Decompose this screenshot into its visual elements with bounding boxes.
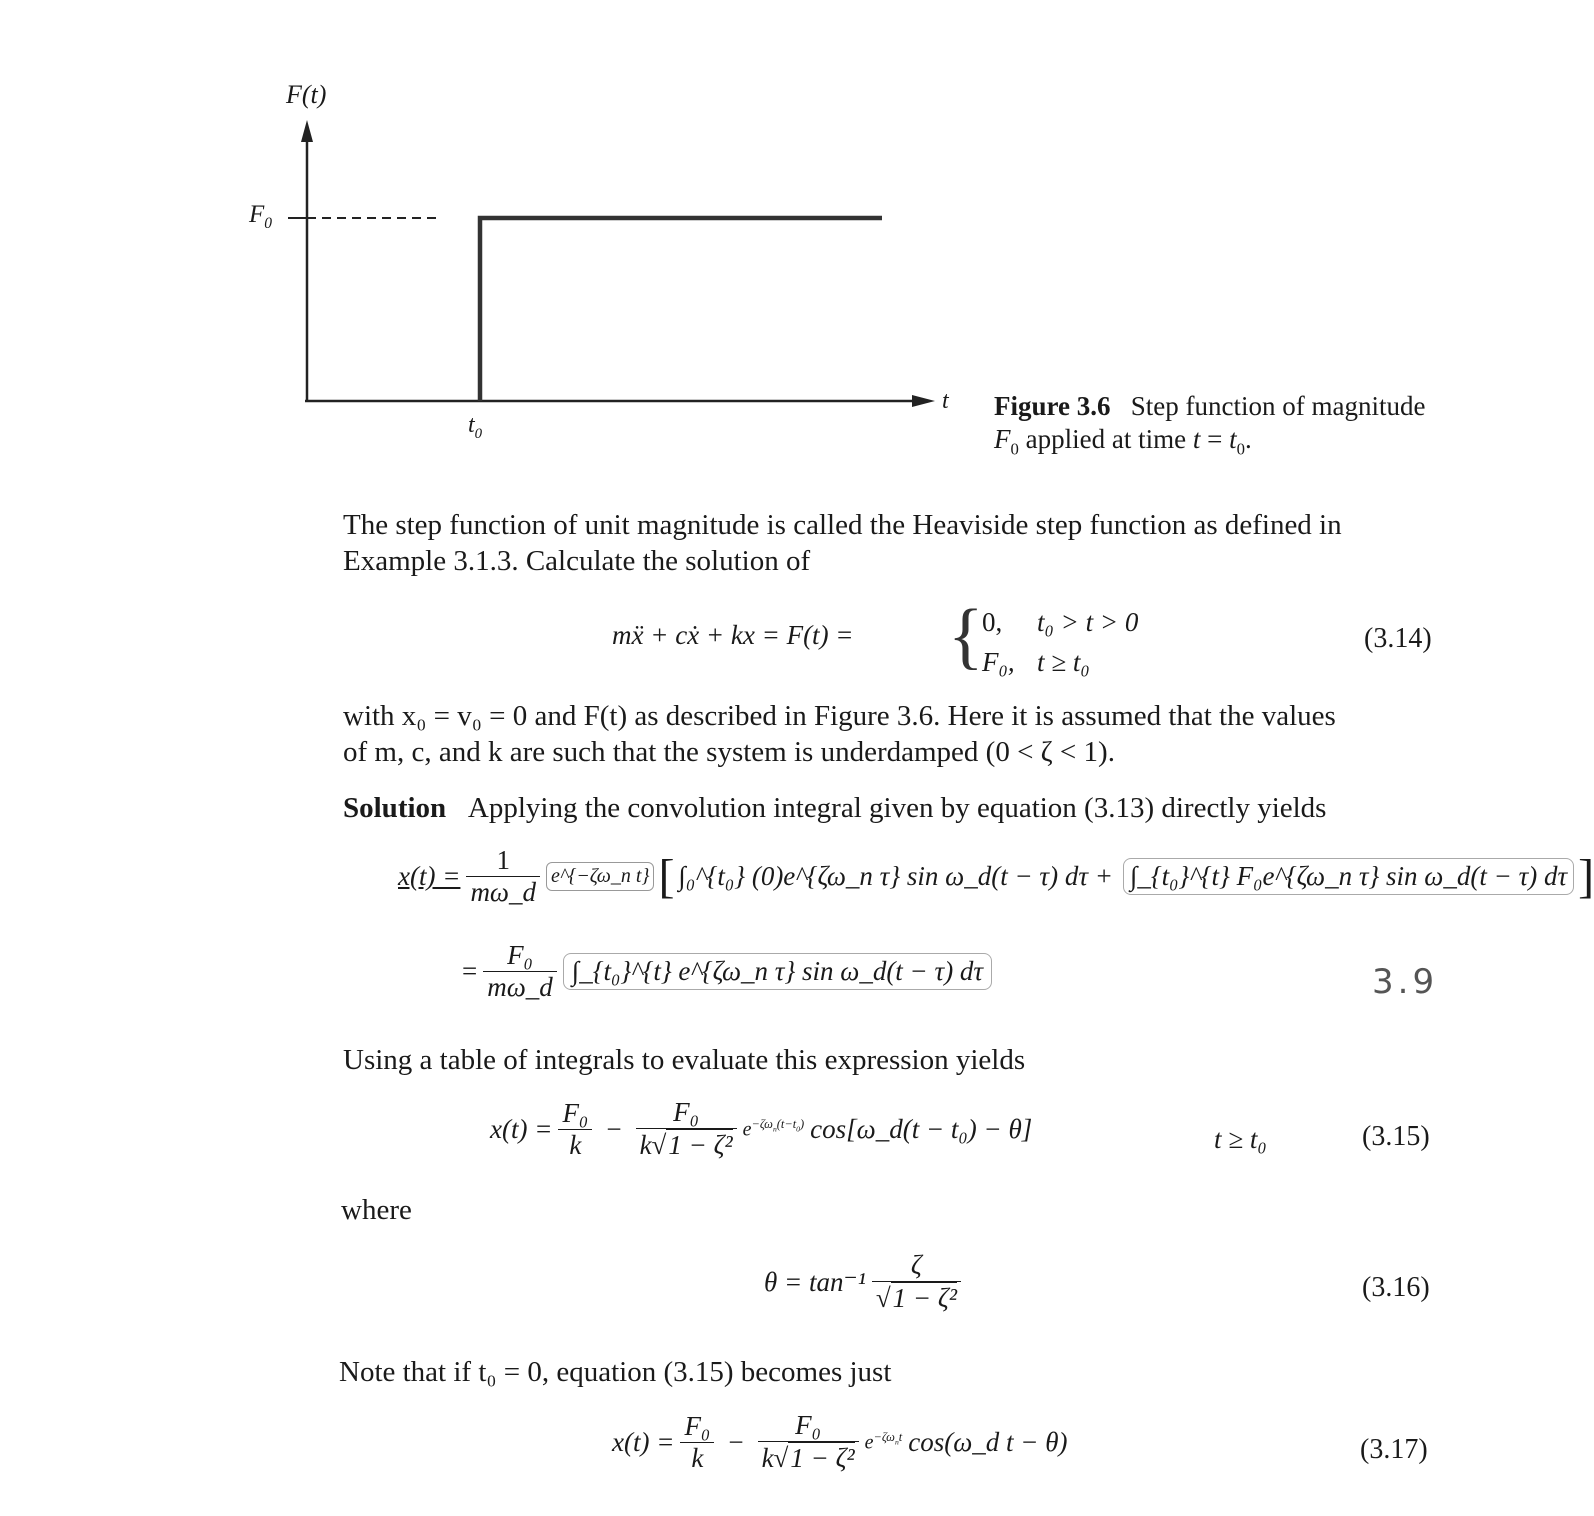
- convolution-line-2: = $\frac{\text{F₀}}{m\omega\_d}$ ∫_{t₀}^{t} e^{ζω_n τ} sin ω_d(t − τ) dτ: [462, 940, 992, 1003]
- equation-3-14-number: (3.14): [1364, 623, 1432, 654]
- where-text: where: [341, 1194, 412, 1226]
- x-axis-label: t: [942, 388, 949, 414]
- paragraph-intro: The step function of unit magnitude is called the Heaviside step function as defined in Example 3.1.3. Calculate the solution of: [343, 509, 1342, 577]
- equation-3-15: x(t) = $\frac{\text{F₀}}{k}$ − $\frac{\text{F₀}}{\text{k√1 − ζ²}}$ $e^{-\zeta\omega_n(t-t_0)}$ cos[ω_d(t − t₀) − θ]: [490, 1097, 1033, 1161]
- y-axis-arrowhead: [301, 120, 313, 142]
- solution-label: Solution: [343, 792, 447, 824]
- equation-3-17: x(t) = $\frac{\text{F₀}}{k}$ − $\frac{\text{F₀}}{\text{k√1 − ζ²}}$ $e^{-\zeta\omega_nt}$ cos(ω_d t − θ): [612, 1410, 1068, 1474]
- paragraph-table-integrals: Using a table of integrals to evaluate this expression yields: [343, 1044, 1026, 1076]
- equation-3-15-condition: t ≥ t₀: [1214, 1124, 1267, 1154]
- y-axis-label: F(t): [286, 80, 327, 109]
- handwritten-note: 3.9: [1372, 962, 1439, 1002]
- equation-3-15-number: (3.15): [1362, 1121, 1430, 1152]
- equation-3-14-brace: {: [948, 595, 984, 677]
- figure-number: Figure 3.6: [994, 391, 1111, 421]
- equation-3-16-number: (3.16): [1362, 1272, 1430, 1303]
- step-function-figure: [0, 0, 1000, 460]
- step-curve: [480, 218, 882, 401]
- equation-3-16: θ = tan⁻¹ $\frac{\zeta}{\text{√1 − ζ²}}$: [764, 1250, 967, 1314]
- x-axis-arrowhead: [912, 395, 935, 407]
- paragraph-conditions: with x₀ = v₀ = 0 and F(t) as described in Figure 3.6. Here it is assumed that the values of m, c, and k are such that the system is underdamped (0 < ζ < 1).: [343, 700, 1336, 768]
- equation-3-14-cases: 0, t₀ > t > 0 F₀, t ≥ t₀: [982, 607, 1139, 677]
- equation-3-17-number: (3.17): [1360, 1434, 1428, 1465]
- equation-3-14-lhs: mẍ + cẋ + kx = F(t) =: [612, 620, 854, 650]
- convolution-line-1: x(t) = $\frac{1}{m\omega\_d}$ e^{−ζω_n t} [ ∫₀^{t₀} (0)e^{ζω_n τ} sin ω_d(t − τ) dτ + ∫_{t₀}^{t} F₀e^{ζω_n τ} sin ω_d(t − τ) dτ ]: [398, 845, 1594, 908]
- level-label: $F_0$: [249, 201, 273, 232]
- step-time-label: $t_0$: [468, 412, 483, 442]
- paragraph-note: Note that if t₀ = 0, equation (3.15) becomes just: [339, 1356, 892, 1388]
- solution-line: Solution Applying the convolution integral given by equation (3.13) directly yields: [343, 792, 1327, 824]
- figure-caption: Figure 3.6 Step function of magnitude $F_0$ applied at time $t = t_0$.: [994, 391, 1426, 459]
